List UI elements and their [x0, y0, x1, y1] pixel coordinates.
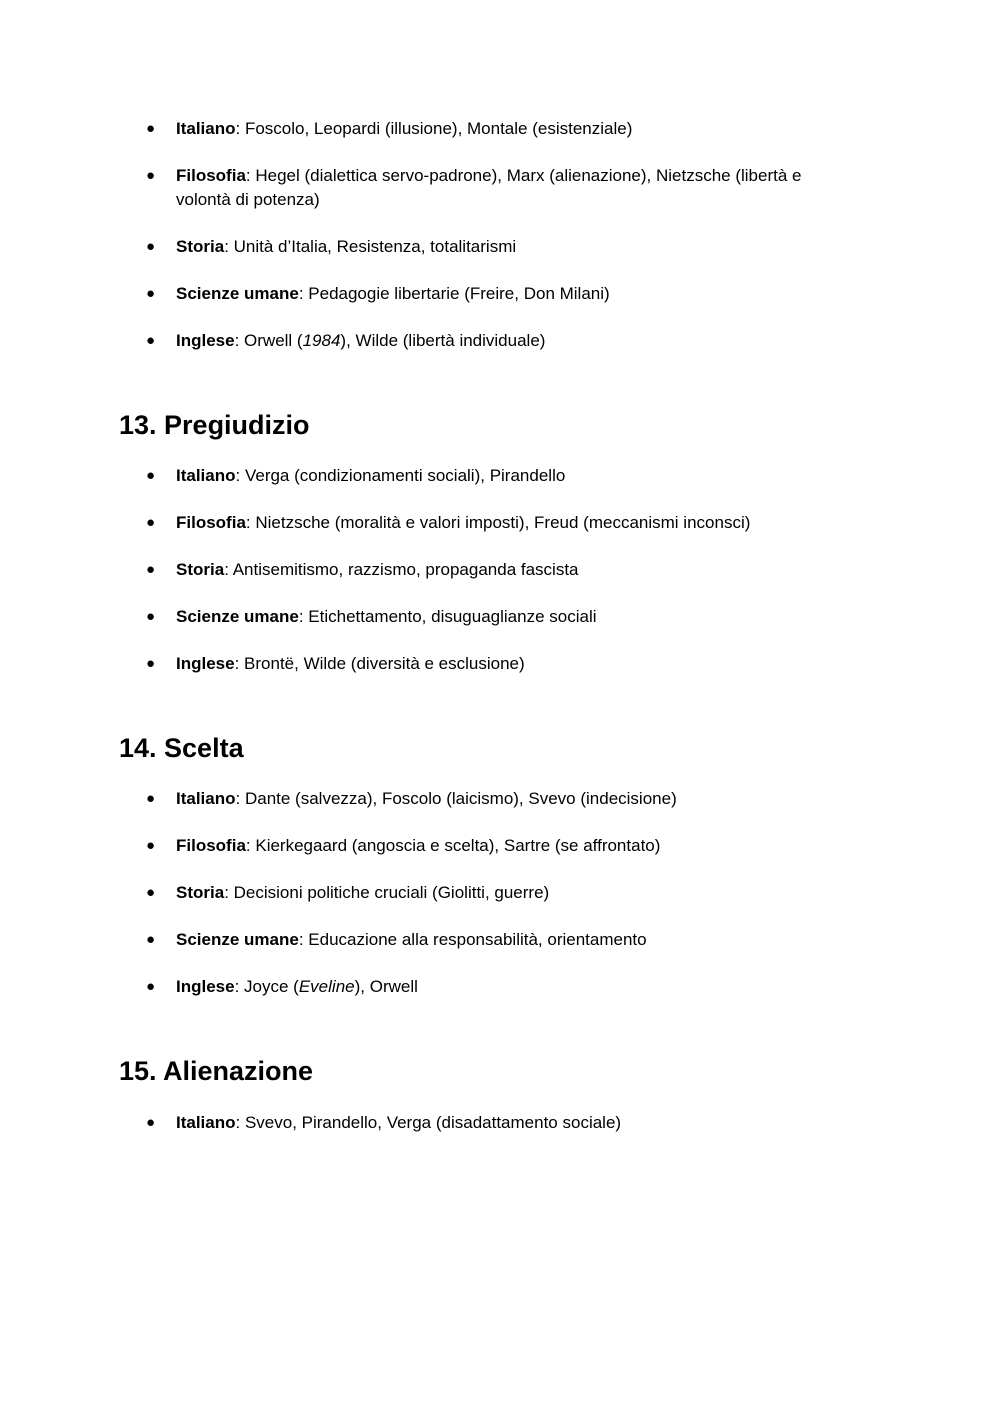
item-text: : Foscolo, Leopardi (illusione), Montale (esistenziale) [235, 119, 633, 138]
list-item [0, 1111, 1000, 1135]
list-item [0, 117, 1000, 141]
item-text: : Unità d’Italia, Resistenza, totalitarismi [224, 237, 517, 256]
section-15-list [0, 1111, 1000, 1135]
bullet-icon: ● [146, 608, 156, 625]
bullet-icon: ● [146, 514, 156, 531]
bullet-icon: ● [146, 931, 156, 948]
bullet-icon: ● [146, 120, 156, 137]
list-item [0, 329, 1000, 353]
subject-label: Storia [176, 237, 225, 256]
item-text-post: ), Wilde (libertà individuale) [340, 331, 546, 350]
bullet-icon: ● [146, 238, 156, 255]
item-text-post: ), Orwell [354, 977, 418, 996]
list-item [0, 558, 1000, 582]
item-text: : Hegel (dialettica servo-padrone), Marx (alienazione), Nietzsche (libertà e volontà di potenza) [176, 166, 802, 209]
item-text: : Svevo, Pirandello, Verga (disadattamento sociale) [235, 1113, 622, 1132]
bullet-icon: ● [146, 655, 156, 672]
subject-label: Storia [176, 883, 225, 902]
bullet-icon: ● [146, 332, 156, 349]
item-text-pre: : Joyce ( [234, 977, 299, 996]
section-14-list [0, 787, 1000, 999]
bullet-icon: ● [146, 978, 156, 995]
subject-label: Scienze umane [176, 930, 299, 949]
subject-label: Storia [176, 560, 225, 579]
list-item [0, 928, 1000, 952]
list-item [0, 652, 1000, 676]
subject-label: Italiano [176, 119, 236, 138]
bullet-icon: ● [146, 884, 156, 901]
bullet-icon: ● [146, 467, 156, 484]
list-item [0, 881, 1000, 905]
subject-label: Inglese [176, 977, 235, 996]
bullet-icon: ● [146, 1114, 156, 1131]
section-13-list [0, 464, 1000, 676]
item-text: : Verga (condizionamenti sociali), Pirandello [235, 466, 566, 485]
list-item [0, 605, 1000, 629]
item-text: : Antisemitismo, razzismo, propaganda fascista [224, 560, 579, 579]
subject-label: Italiano [176, 789, 236, 808]
item-text: : Educazione alla responsabilità, orientamento [298, 930, 647, 949]
item-text: : Nietzsche (moralità e valori imposti), Freud (meccanismi inconsci) [245, 513, 751, 532]
subject-label: Scienze umane [176, 607, 299, 626]
subject-label: Filosofia [176, 513, 246, 532]
list-item [0, 282, 1000, 306]
section-heading: 15. Alienazione [119, 1056, 314, 1086]
item-text: : Brontë, Wilde (diversità e esclusione) [234, 654, 525, 673]
subject-label: Inglese [176, 654, 235, 673]
bullet-icon: ● [146, 285, 156, 302]
item-text: : Dante (salvezza), Foscolo (laicismo), Svevo (indecisione) [235, 789, 677, 808]
item-text: : Pedagogie libertarie (Freire, Don Milani) [298, 284, 610, 303]
list-item [0, 975, 1000, 999]
subject-label: Filosofia [176, 166, 246, 185]
list-item [0, 787, 1000, 811]
item-text-pre: : Orwell ( [234, 331, 303, 350]
item-text-italic: Eveline [298, 977, 355, 996]
section-heading: 13. Pregiudizio [119, 410, 310, 440]
list-item [0, 834, 1000, 858]
section-12-list [0, 117, 1000, 353]
item-text-italic: 1984 [302, 331, 341, 350]
subject-label: Inglese [176, 331, 235, 350]
list-item [0, 511, 1000, 535]
bullet-icon: ● [146, 561, 156, 578]
item-text: : Kierkegaard (angoscia e scelta), Sartre (se affrontato) [245, 836, 661, 855]
section-heading: 14. Scelta [119, 733, 244, 763]
bullet-icon: ● [146, 790, 156, 807]
subject-label: Italiano [176, 1113, 236, 1132]
list-item [0, 464, 1000, 488]
item-text: : Etichettamento, disuguaglianze sociali [298, 607, 597, 626]
subject-label: Scienze umane [176, 284, 299, 303]
bullet-icon: ● [146, 837, 156, 854]
list-item [0, 235, 1000, 259]
subject-label: Italiano [176, 466, 236, 485]
list-item [0, 164, 1000, 212]
item-text: : Decisioni politiche cruciali (Giolitti, guerre) [224, 883, 550, 902]
subject-label: Filosofia [176, 836, 246, 855]
bullet-icon: ● [146, 167, 156, 184]
